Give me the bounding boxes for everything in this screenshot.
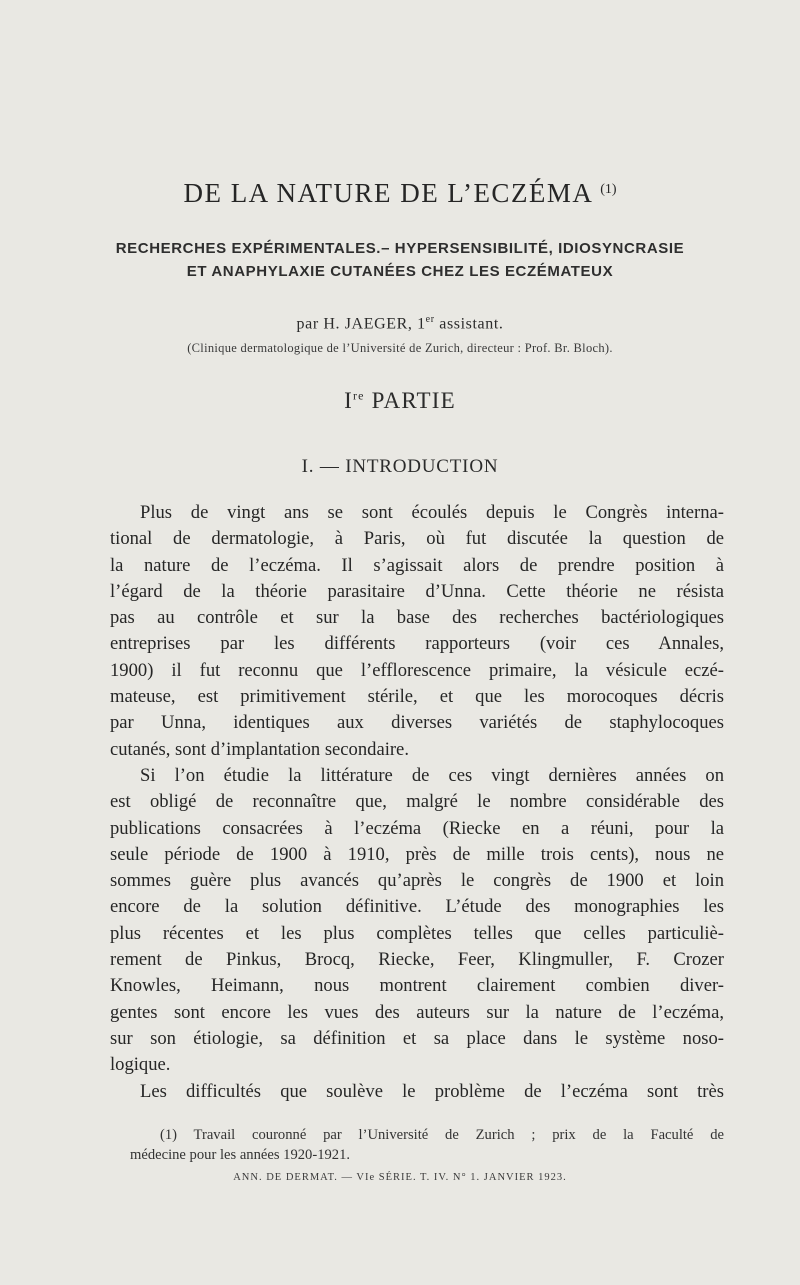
title-footnote-mark: (1)	[600, 182, 617, 197]
byline-author: par H. JAEGER, 1	[296, 315, 426, 333]
body-line: cutanés, sont d’implantation secondaire.	[110, 738, 409, 760]
part-label: PARTIE	[364, 388, 456, 413]
article-title	[0, 178, 800, 209]
body-line: par Unna, identiques aux diverses variétés de staphylocoques	[110, 712, 724, 734]
body-text	[110, 500, 724, 1105]
body-line: encore de la solution définitive. L’étude des monographies les	[110, 896, 724, 918]
body-line: rement de Pinkus, Brocq, Riecke, Feer, Klingmuller, F. Crozer	[110, 949, 724, 971]
article-subtitle-line-1: RECHERCHES EXPÉRIMENTALES.– HYPERSENSIBILITÉ, IDIOSYNCRASIE	[115, 240, 685, 257]
part-heading	[0, 388, 800, 414]
body-line: Plus de vingt ans se sont écoulés depuis le Congrès interna-	[140, 502, 724, 523]
article-subtitle-line-2: ET ANAPHYLAXIE CUTANÉES CHEZ LES ECZÉMATEUX	[186, 263, 614, 280]
body-line: la nature de l’eczéma. Il s’agissait alors de prendre position à	[110, 554, 724, 576]
body-line: seule période de 1900 à 1910, près de mille trois cents), nous ne	[110, 843, 724, 865]
part-numeral: I	[344, 388, 353, 413]
section-heading: I. — INTRODUCTION	[301, 456, 499, 477]
footnote-line: (1) Travail couronné par l’Université de Zurich ; prix de la Faculté de	[160, 1127, 724, 1143]
body-line: sommes guère plus avancés qu’après le congrès de 1900 et loin	[110, 870, 724, 892]
body-line: entreprises par les différents rapporteurs (voir ces Annales,	[110, 633, 724, 655]
byline-role: assistant.	[434, 315, 504, 333]
body-line: pas au contrôle et sur la base des recherches bactériologiques	[110, 607, 724, 629]
body-line: publications consacrées à l’eczéma (Riecke en a réuni, pour la	[110, 817, 724, 839]
article-title-text: DE LA NATURE DE L’ECZÉMA	[183, 178, 592, 208]
journal-reference: ANN. DE DERMAT. — VIe SÉRIE. T. IV. N° 1. JANVIER 1923.	[233, 1172, 567, 1183]
footnote-line: médecine pour les années 1920-1921.	[130, 1147, 351, 1163]
body-line: l’égard de la théorie parasitaire d’Unna. Cette théorie ne résista	[110, 580, 724, 602]
part-ordinal: re	[352, 388, 365, 403]
body-line: sur son étiologie, sa définition et sa place dans le système noso-	[110, 1027, 724, 1049]
body-line: 1900) il fut reconnu que l’efflorescence primaire, la vésicule eczé-	[110, 659, 724, 681]
footnote	[130, 1125, 724, 1165]
body-line: plus récentes et les plus complètes telles que celles particuliè-	[110, 922, 724, 944]
body-line: logique.	[110, 1054, 171, 1076]
body-line: Knowles, Heimann, nous montrent clairement combien diver-	[110, 975, 724, 997]
byline-ordinal: er	[425, 314, 435, 325]
body-line: gentes sont encore les vues des auteurs sur la nature de l’eczéma,	[110, 1001, 724, 1023]
body-line: est obligé de reconnaître que, malgré le nombre considérable des	[110, 791, 724, 813]
body-line: tional de dermatologie, à Paris, où fut discutée la question de	[110, 528, 724, 550]
body-line: Si l’on étudie la littérature de ces vingt dernières années on	[140, 764, 724, 786]
author-byline	[0, 314, 800, 333]
body-line: Les difficultés que soulève le problème de l’eczéma sont très	[140, 1080, 724, 1102]
author-affiliation: (Clinique dermatologique de l’Université de Zurich, directeur : Prof. Br. Bloch).	[187, 341, 613, 355]
body-line: mateuse, est primitivement stérile, et que les morocoques décris	[110, 686, 724, 708]
